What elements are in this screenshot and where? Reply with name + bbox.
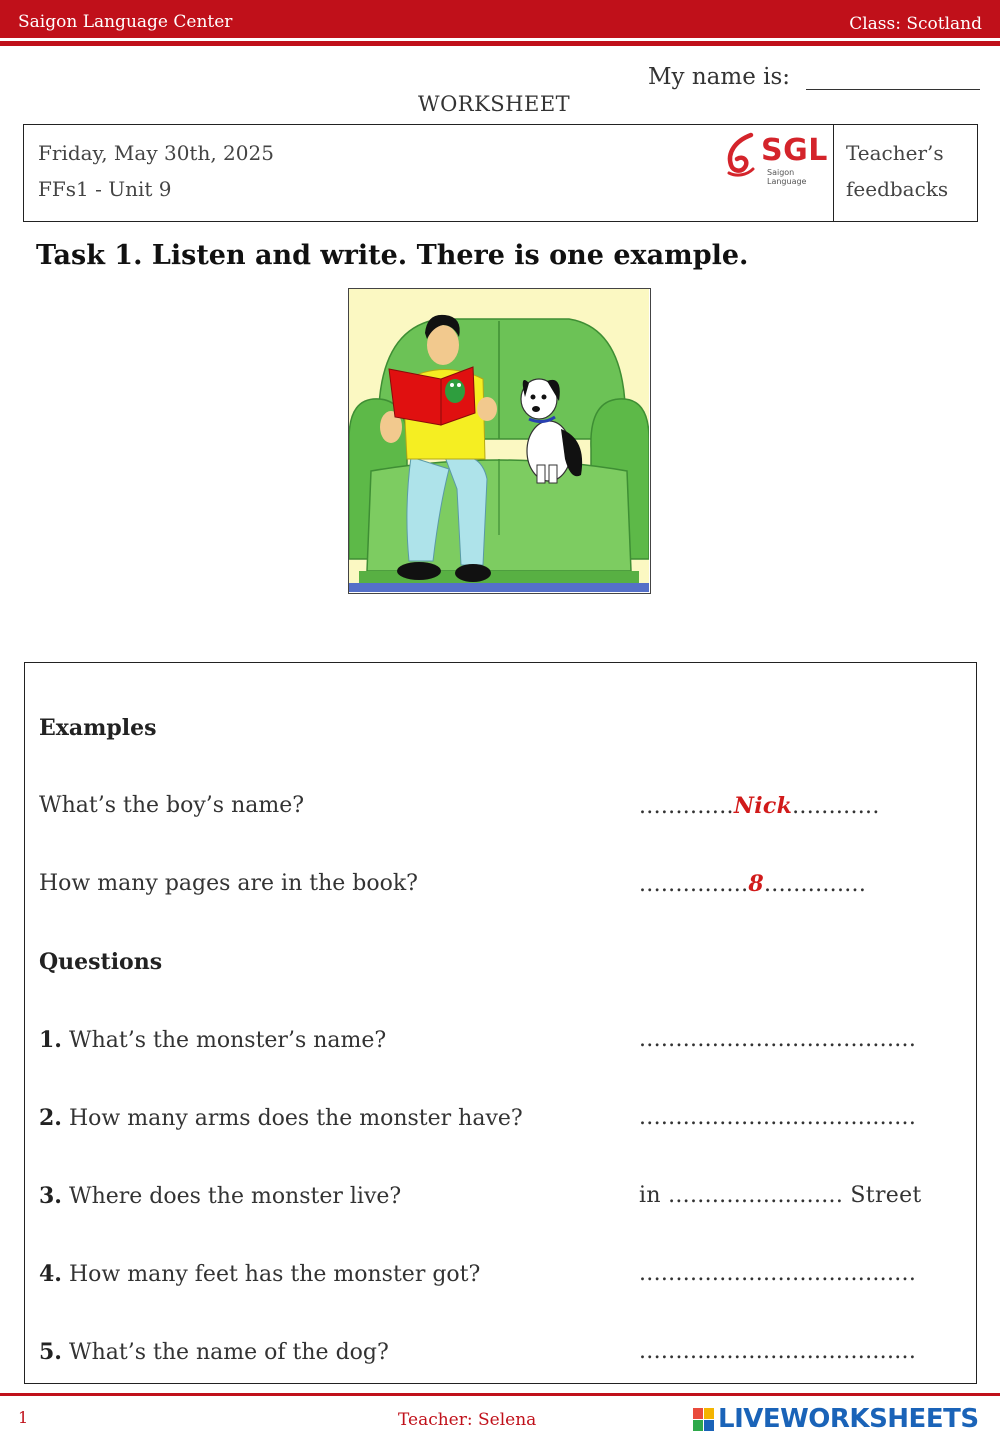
sgl-swirl-icon: [721, 131, 761, 179]
worksheet-title: WORKSHEET: [418, 92, 571, 116]
answer-field-5[interactable]: ......................................: [639, 1339, 917, 1364]
question-number: 2.: [39, 1105, 62, 1131]
worksheet-unit: FFs1 - Unit 9: [38, 177, 172, 201]
answer-dots: ............: [792, 794, 880, 819]
sgl-logo: [721, 131, 829, 186]
answer-field-4[interactable]: ......................................: [639, 1261, 917, 1286]
question-text: Where does the monster live?: [68, 1184, 402, 1209]
question-number: 1.: [39, 1027, 62, 1053]
answer-field-1[interactable]: ......................................: [639, 1027, 917, 1052]
question-text: What’s the name of the dog?: [68, 1340, 389, 1365]
logo-subtext: Saigon Language: [767, 168, 807, 186]
example-answer-value: 8: [748, 871, 765, 897]
question-text: What’s the monster’s name?: [68, 1028, 387, 1053]
answer-dots: .............: [639, 794, 734, 819]
page-number: 1: [18, 1408, 29, 1427]
question-number: 5.: [39, 1339, 62, 1365]
example-answer-2: [639, 871, 866, 897]
example-question-1: What’s the boy’s name?: [39, 793, 305, 818]
teacher-name: Teacher: Selena: [398, 1410, 537, 1430]
class-name: Class: Scotland: [849, 14, 982, 34]
header-bar: [0, 0, 1000, 38]
feedback-label-line2: feedbacks: [846, 177, 949, 201]
question-text: How many arms does the monster have?: [68, 1106, 523, 1131]
example-question-2: How many pages are in the book?: [39, 871, 418, 896]
question-2: [39, 1105, 523, 1131]
question-number: 3.: [39, 1183, 62, 1209]
liveworksheets-logo: [693, 1404, 993, 1436]
example-answer-value: Nick: [733, 793, 793, 819]
center-name: Saigon Language Center: [18, 12, 233, 32]
question-text: How many feet has the monster got?: [68, 1262, 481, 1287]
question-5: [39, 1339, 389, 1365]
question-4: [39, 1261, 480, 1287]
questions-heading: Questions: [39, 949, 163, 975]
info-box: [23, 124, 978, 222]
footer-divider: [0, 1393, 1000, 1396]
example-answer-1: [639, 793, 880, 819]
name-input-line[interactable]: [806, 89, 980, 90]
answer-dots: ..............: [764, 872, 867, 897]
liveworksheets-text: LIVEWORKSHEETS: [718, 1404, 979, 1434]
header-divider: [0, 41, 1000, 46]
questions-box: [24, 662, 977, 1384]
task-heading: Task 1. Listen and write. There is one example.: [36, 240, 749, 271]
name-prompt: My name is:: [648, 64, 791, 90]
answer-dots: ...............: [639, 872, 749, 897]
examples-heading: Examples: [39, 715, 157, 741]
answer-field-3[interactable]: in ........................ Street: [639, 1183, 922, 1208]
logo-text: SGL: [761, 133, 828, 168]
worksheet-date: Friday, May 30th, 2025: [38, 141, 274, 165]
boy-reading-illustration: [348, 288, 651, 594]
question-3: [39, 1183, 401, 1209]
question-1: [39, 1027, 386, 1053]
liveworksheets-blocks-icon: [693, 1408, 715, 1432]
feedback-divider: [833, 125, 834, 221]
feedback-label-line1: Teacher’s: [846, 141, 944, 165]
answer-field-2[interactable]: ......................................: [639, 1105, 917, 1130]
question-number: 4.: [39, 1261, 62, 1287]
